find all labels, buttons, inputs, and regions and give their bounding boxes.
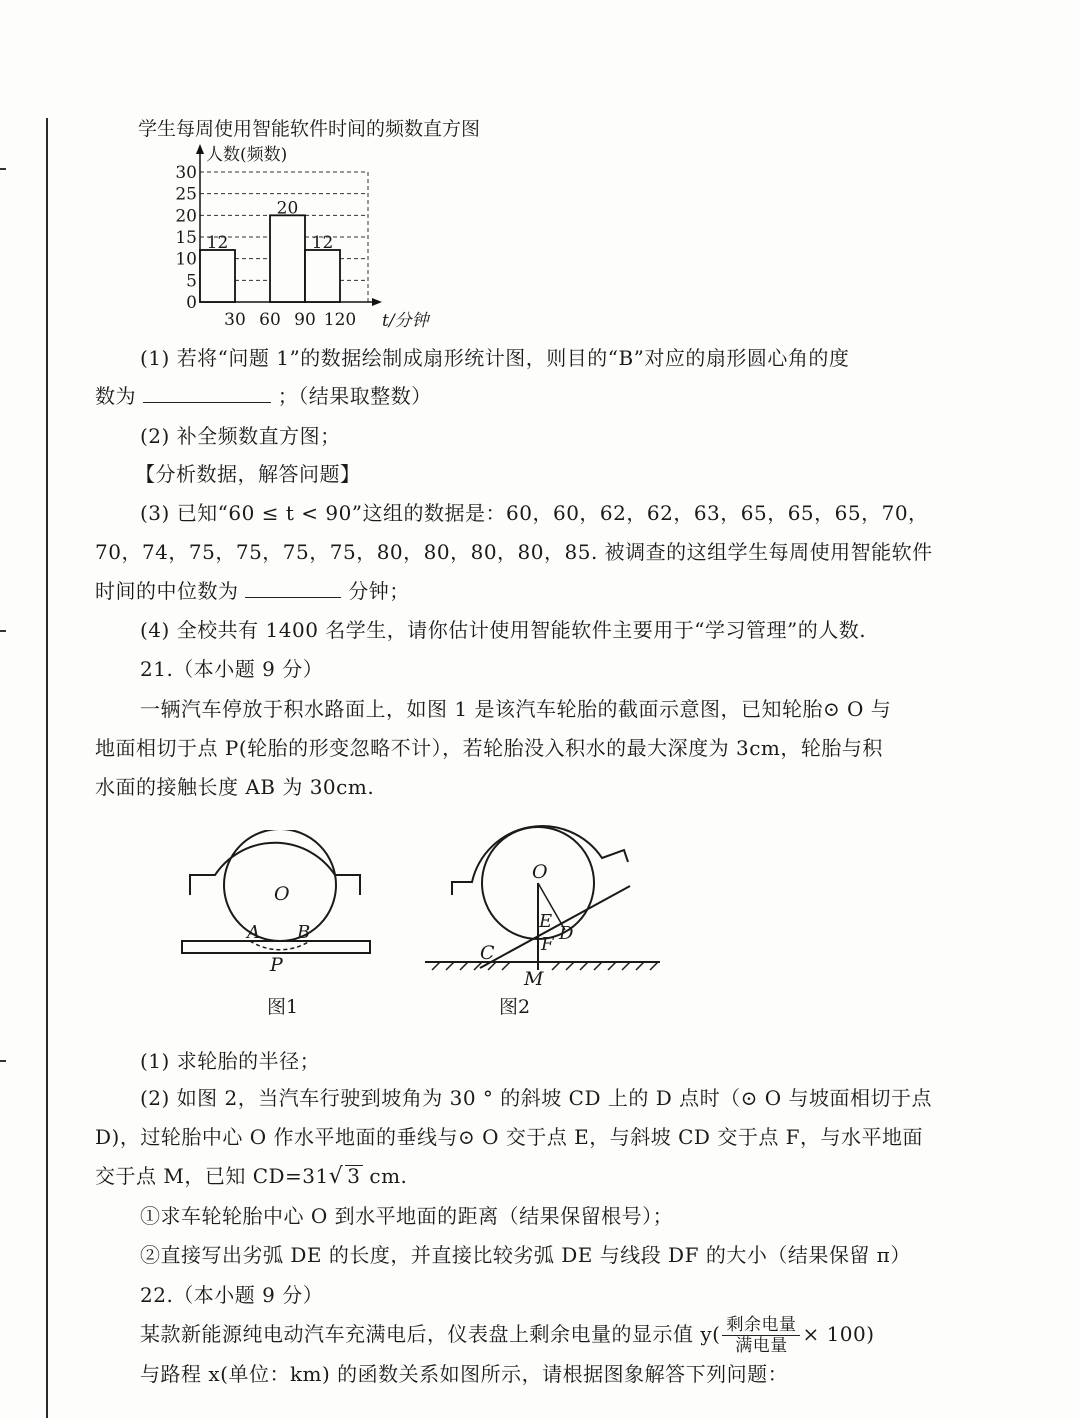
bar-data-label: 12 xyxy=(206,233,229,253)
edge-mark xyxy=(0,168,6,170)
q21-part2-cd-prefix: 交于点 M，已知 CD=31 xyxy=(95,1164,329,1188)
y-tick-label: 0 xyxy=(186,293,197,313)
chart-title: 学生每周使用智能软件时间的频数直方图 xyxy=(138,118,481,140)
y-axis-title: 人数(频数) xyxy=(206,145,288,165)
q20-part1-suffix: ；（结果取整数） xyxy=(277,384,432,408)
section-heading: 【分析数据，解答问题】 xyxy=(135,462,361,486)
fraction-denominator: 满电量 xyxy=(735,1336,788,1356)
x-axis-arrow xyxy=(372,298,382,306)
q22-stem-line2: 与路程 x(单位：km) 的函数关系如图所示，请根据图象解答下列问题： xyxy=(140,1362,789,1386)
label-O-2: O xyxy=(532,861,548,883)
x-tick-label: 120 xyxy=(323,310,357,330)
label-M: M xyxy=(524,968,544,990)
q20-part3-line2: 70，74，75，75，75，75，80，80，80，80，85. 被调查的这组学生每周使用智能软件 xyxy=(95,540,933,564)
q22-stem-suffix: × 100) xyxy=(802,1322,875,1346)
q21-sub1: ①求车轮轮胎中心 O 到水平地面的距离（结果保留根号）； xyxy=(140,1204,674,1228)
label-A: A xyxy=(247,922,260,943)
histogram-chart xyxy=(150,140,450,335)
q21-heading: 21.（本小题 9 分） xyxy=(140,657,324,681)
ground-hatching xyxy=(432,962,658,970)
water-surface xyxy=(182,941,370,953)
fraction-numerator: 剩余电量 xyxy=(722,1315,800,1336)
label-F: F xyxy=(541,934,554,955)
q20-part1-prefix: 数为 xyxy=(95,384,136,408)
q21-part2-line3 xyxy=(95,1164,407,1189)
figure-2-caption: 图2 xyxy=(499,996,531,1018)
q21-stem-line2: 地面相切于点 P(轮胎的形变忽略不计），若轮胎没入积水的最大深度为 3cm，轮胎与积 xyxy=(95,736,883,760)
sqrt-sign: √ xyxy=(328,1164,344,1189)
y-tick-label: 15 xyxy=(175,228,197,248)
page-margin-line xyxy=(46,118,48,1418)
x-tick-label: 60 xyxy=(259,310,281,330)
q20-part3-line3 xyxy=(95,579,410,603)
q20-part1-line1: (1) 若将“问题 1”的数据绘制成扇形统计图，则目的“B”对应的扇形圆心角的度 xyxy=(140,346,850,370)
q20-part3-line1: (3) 已知“60 ≤ t < 90”这组的数据是：60，60，62，62，63，65，65，65，70， xyxy=(140,501,929,525)
figure-2-diagram xyxy=(420,810,670,1030)
q22-heading: 22.（本小题 9 分） xyxy=(140,1283,324,1307)
histogram-bar xyxy=(200,250,235,302)
q21-stem-line3: 水面的接触长度 AB 为 30cm. xyxy=(95,775,375,799)
edge-mark xyxy=(0,630,6,632)
q21-sub2: ②直接写出劣弧 DE 的长度，并直接比较劣弧 DE 与线段 DF 的大小（结果保留 π） xyxy=(140,1243,911,1267)
label-P: P xyxy=(270,954,283,976)
y-tick-label: 20 xyxy=(175,206,197,227)
label-E: E xyxy=(539,911,553,932)
q20-part3-suffix: 分钟； xyxy=(348,579,410,603)
label-O: O xyxy=(274,883,290,905)
label-B: B xyxy=(297,922,311,943)
q21-stem-line1: 一辆汽车停放于积水路面上，如图 1 是该汽车轮胎的截面示意图，已知轮胎⊙ O 与 xyxy=(140,697,892,721)
x-tick-label: 30 xyxy=(224,310,246,330)
figure-1-diagram xyxy=(170,830,385,1030)
q21-part2-cd-unit: cm. xyxy=(369,1164,408,1188)
q20-part3-prefix: 时间的中位数为 xyxy=(95,579,239,603)
y-tick-label: 25 xyxy=(175,184,197,205)
answer-blank-angle[interactable] xyxy=(143,384,271,403)
y-axis-arrow xyxy=(196,144,204,154)
bar-data-label: 12 xyxy=(311,233,334,253)
label-D: D xyxy=(559,923,574,944)
sqrt-radicand: 3 xyxy=(347,1164,361,1188)
q22-stem-prefix: 某款新能源纯电动汽车充满电后，仪表盘上剩余电量的显示值 y( xyxy=(140,1322,721,1346)
x-tick-label: 90 xyxy=(294,310,316,330)
battery-fraction xyxy=(722,1315,800,1356)
q21-part2-line2: D)，过轮胎中心 O 作水平地面的垂线与⊙ O 交于点 E，与斜坡 CD 交于点 F，与水平地面 xyxy=(95,1125,924,1149)
histogram-bar xyxy=(270,215,305,302)
edge-mark xyxy=(0,1060,6,1062)
q20-part2: (2) 补全频数直方图； xyxy=(140,424,341,448)
label-C: C xyxy=(480,942,495,964)
figure-1-caption: 图1 xyxy=(267,996,299,1018)
bar-data-label: 20 xyxy=(276,198,299,219)
q20-part4: (4) 全校共有 1400 名学生，请你估计使用智能软件主要用于“学习管理”的人数. xyxy=(140,618,867,642)
q20-part1-line2 xyxy=(95,384,432,408)
y-tick-label: 10 xyxy=(175,249,197,270)
y-tick-label: 5 xyxy=(186,271,197,292)
q21-part2-line1: (2) 如图 2，当汽车行驶到坡角为 30 ° 的斜坡 CD 上的 D 点时（⊙ O 与坡面相切于点 xyxy=(140,1086,932,1110)
y-tick-label: 30 xyxy=(175,163,197,183)
histogram-bar xyxy=(305,250,340,302)
q21-part1: (1) 求轮胎的半径； xyxy=(140,1049,321,1073)
x-axis-title: t/分钟 xyxy=(382,311,429,331)
q22-stem-line1 xyxy=(140,1312,875,1356)
answer-blank-median[interactable] xyxy=(245,579,341,598)
